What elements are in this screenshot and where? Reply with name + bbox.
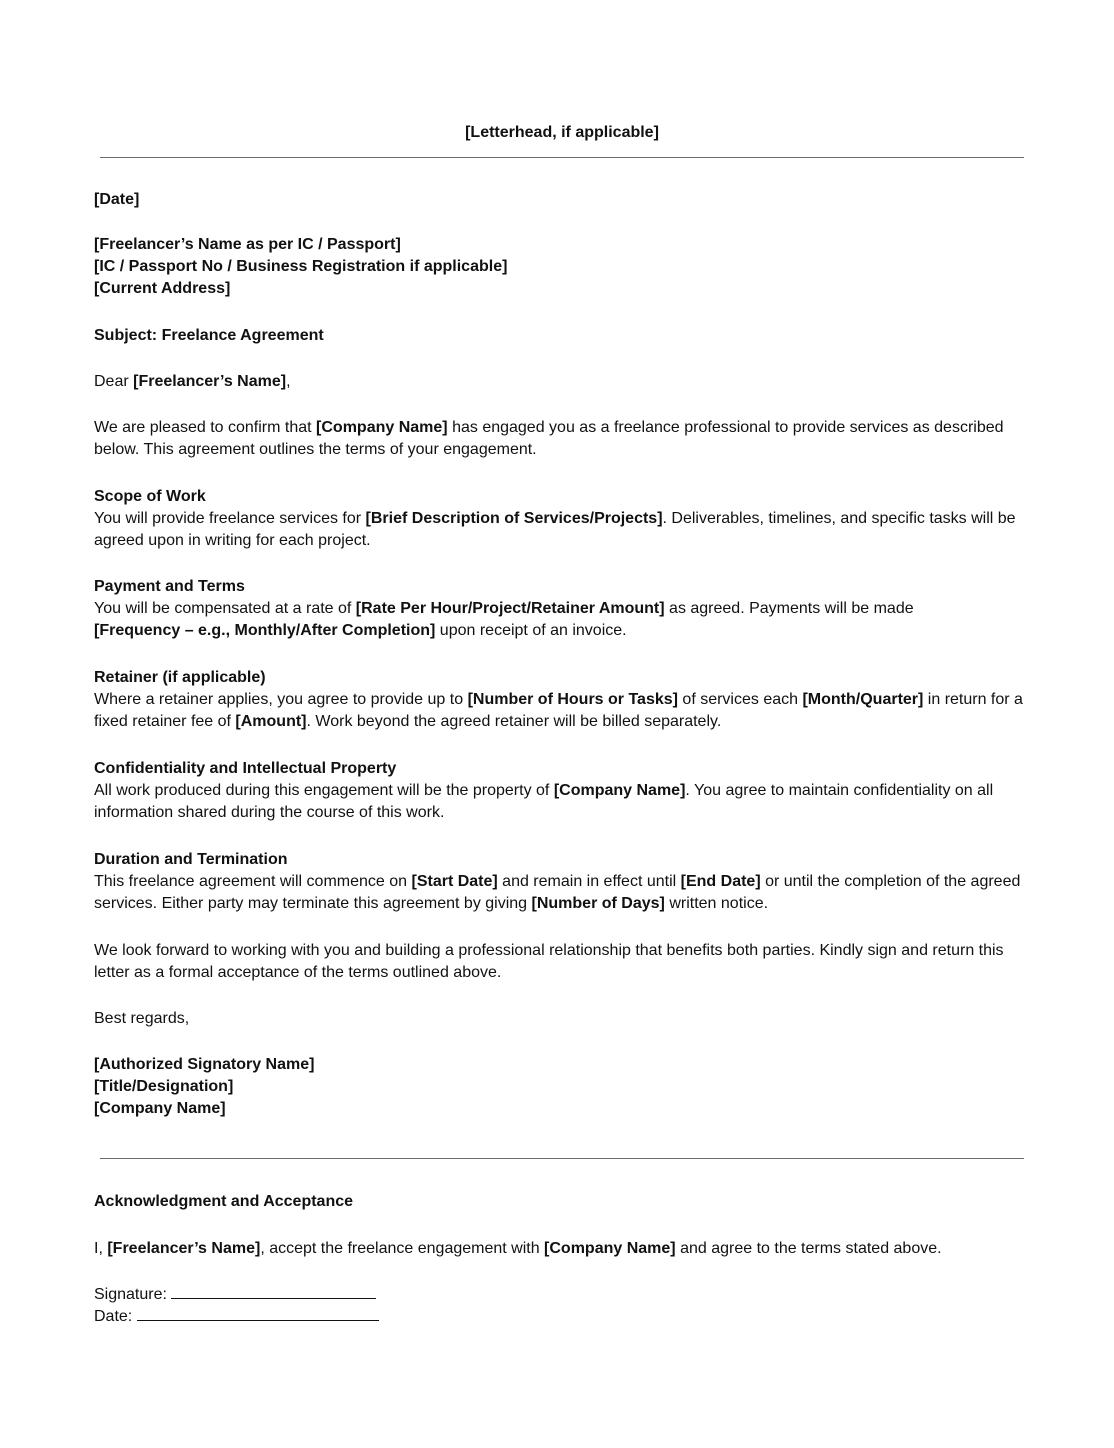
ack-text-1: I, xyxy=(94,1240,108,1257)
retainer-amount: [Amount] xyxy=(235,713,307,730)
scope-text-1: You will provide freelance services for xyxy=(94,510,366,527)
date-row xyxy=(94,1306,1030,1328)
recipient-id: [IC / Passport No / Business Registration if applicable] xyxy=(94,258,508,275)
duration-text-3: or until the completion of the agreed services. Either party may terminate this agreement by giving xyxy=(94,873,1021,912)
ack-freelancer-name: [Freelancer’s Name] xyxy=(107,1240,261,1257)
signature-fields xyxy=(94,1284,1030,1328)
sign-off: Best regards, xyxy=(94,1010,190,1027)
duration-notice-days: [Number of Days] xyxy=(531,895,665,912)
scope-section xyxy=(94,486,1030,552)
recipient-address: [Current Address] xyxy=(94,280,231,297)
retainer-text-4: . Work beyond the agreed retainer will be billed separately. xyxy=(306,713,722,730)
payment-section xyxy=(94,576,1030,642)
signatory-title: [Title/Designation] xyxy=(94,1078,234,1095)
recipient-name: [Freelancer’s Name as per IC / Passport] xyxy=(94,236,401,253)
subject-line: Subject: Freelance Agreement xyxy=(94,327,324,344)
payment-rate: [Rate Per Hour/Project/Retainer Amount] xyxy=(355,600,665,617)
acknowledgment-heading: Acknowledgment and Acceptance xyxy=(94,1193,354,1210)
confidentiality-heading: Confidentiality and Intellectual Property xyxy=(94,760,397,777)
duration-text-1: This freelance agreement will commence on xyxy=(94,873,412,890)
payment-text-3: upon receipt of an invoice. xyxy=(435,622,627,639)
duration-text-2: and remain in effect until xyxy=(497,873,681,890)
payment-frequency: [Frequency – e.g., Monthly/After Completion] xyxy=(94,622,436,639)
payment-heading: Payment and Terms xyxy=(94,578,245,595)
signatory-name: [Authorized Signatory Name] xyxy=(94,1056,315,1073)
retainer-period: [Month/Quarter] xyxy=(802,691,924,708)
scope-text-2: . Deliverables, timelines, and specific tasks will be agreed upon in writing for each project. xyxy=(94,510,1016,549)
duration-text-4: written notice. xyxy=(664,895,769,912)
signature-row xyxy=(94,1284,1030,1306)
confidentiality-text-2: . You agree to maintain confidentiality on all information shared during the course of this work. xyxy=(94,782,994,821)
payment-text-1: You will be compensated at a rate of xyxy=(94,600,356,617)
intro-text-2: has engaged you as a freelance professional to provide services as described below. This agreement outlines the terms of your engagement. xyxy=(94,419,1004,458)
signature-line[interactable] xyxy=(171,1284,376,1299)
date-placeholder: [Date] xyxy=(94,191,140,208)
signatory-company: [Company Name] xyxy=(94,1100,226,1117)
ack-text-3: and agree to the terms stated above. xyxy=(675,1240,942,1257)
date-label: Date: xyxy=(94,1308,137,1325)
intro-company: [Company Name] xyxy=(316,419,448,436)
ack-company: [Company Name] xyxy=(544,1240,676,1257)
duration-end-date: [End Date] xyxy=(680,873,761,890)
confidentiality-section xyxy=(94,758,1030,824)
date-line xyxy=(94,189,1030,211)
greeting-prefix: Dear xyxy=(94,373,134,390)
bottom-divider xyxy=(100,1158,1024,1159)
recipient-block xyxy=(94,234,1030,300)
top-divider xyxy=(100,157,1024,158)
date-line-field[interactable] xyxy=(137,1306,379,1321)
duration-heading: Duration and Termination xyxy=(94,851,288,868)
duration-start-date: [Start Date] xyxy=(411,873,498,890)
confidentiality-text-1: All work produced during this engagement will be the property of xyxy=(94,782,554,799)
retainer-hours: [Number of Hours or Tasks] xyxy=(467,691,678,708)
greeting-suffix: , xyxy=(286,373,291,390)
scope-services: [Brief Description of Services/Projects] xyxy=(365,510,663,527)
retainer-heading: Retainer (if applicable) xyxy=(94,669,266,686)
signatory-block xyxy=(94,1054,1030,1120)
confidentiality-company: [Company Name] xyxy=(553,782,686,799)
duration-section xyxy=(94,849,1030,915)
scope-heading: Scope of Work xyxy=(94,488,206,505)
retainer-text-1: Where a retainer applies, you agree to provide up to xyxy=(94,691,468,708)
signature-label: Signature: xyxy=(94,1286,172,1303)
greeting xyxy=(94,371,1030,393)
closing-paragraph: We look forward to working with you and building a professional relationship that benefits both parties. Kindly sign and return this letter as a formal acceptance of the terms outlined above. xyxy=(94,942,1004,981)
retainer-text-2: of services each xyxy=(677,691,803,708)
retainer-text-3: in return for a fixed retainer fee of xyxy=(94,691,1023,730)
letterhead: [Letterhead, if applicable] xyxy=(465,124,659,141)
intro-paragraph xyxy=(94,417,1030,461)
intro-text-1: We are pleased to confirm that xyxy=(94,419,317,436)
greeting-name: [Freelancer’s Name] xyxy=(133,373,287,390)
retainer-section xyxy=(94,667,1030,733)
payment-text-2: as agreed. Payments will be made xyxy=(664,600,914,617)
acknowledgment-statement xyxy=(94,1238,1030,1260)
ack-text-2: , accept the freelance engagement with xyxy=(260,1240,545,1257)
